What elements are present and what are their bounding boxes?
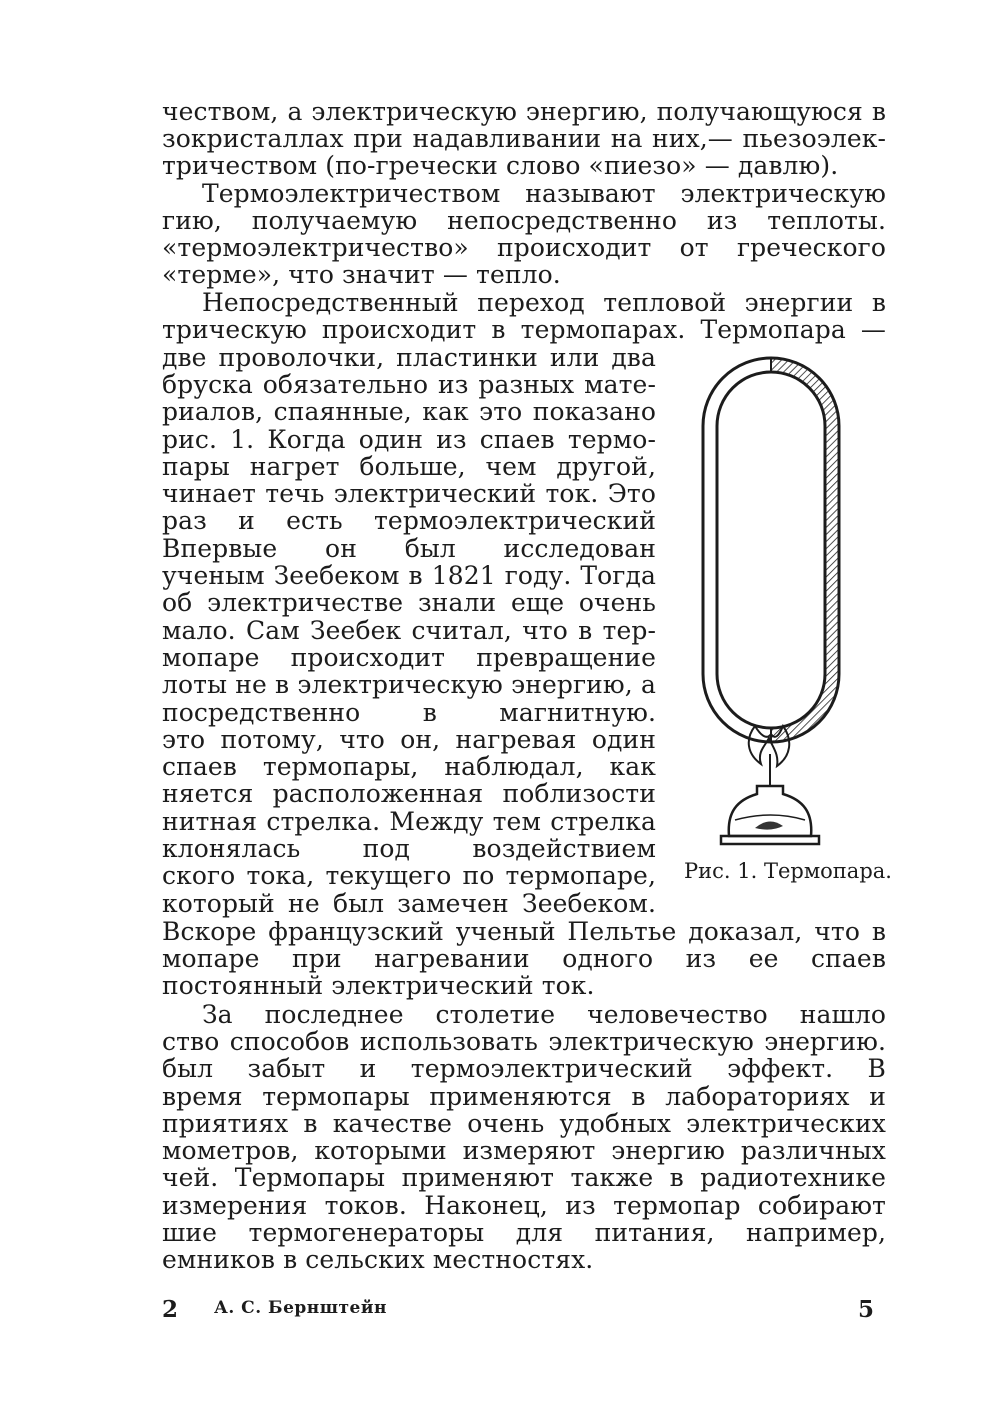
text-line: рис. 1. Когда один из спаев термо- [162, 426, 656, 454]
text-line: ученым Зеебеком в 1821 году. Тогда [162, 562, 656, 590]
text-line: Термоэлектричеством называют электрическую [202, 180, 886, 208]
text-line: мопаре происходит превращение [162, 644, 656, 672]
text-line: посредственно в магнитную. [162, 699, 656, 727]
text-line: «терме», что значит — тепло. [162, 260, 561, 289]
signature-author: А. С. Бернштейн [214, 1298, 387, 1318]
thermocouple-inner-wire [717, 372, 825, 728]
text-line: лоты не в электрическую энергию, а [162, 671, 656, 699]
text-line: бруска обязательно из разных мате- [162, 371, 656, 399]
text-line: мало. Сам Зеебек считал, что в тер- [162, 617, 656, 645]
text-line: шие термогенераторы для питания, например, [162, 1219, 886, 1247]
text-line: клонялась под воздействием [162, 835, 656, 863]
text-line: нитная стрелка. Между тем стрелка [162, 808, 656, 836]
text-line: это потому, что он, нагревая один [162, 726, 656, 754]
text-line: Непосредственный переход тепловой энергии в [202, 289, 886, 317]
thermocouple-outer-wire [703, 358, 839, 742]
text-line: За последнее столетие человечество нашло [202, 1001, 886, 1029]
text-line: риалов, спаянные, как это показано [162, 398, 656, 426]
figure-caption: Рис. 1. Термопара. [684, 859, 892, 883]
text-line: емников в сельских местностях. [162, 1245, 594, 1274]
text-line: пары нагрет больше, чем другой, [162, 453, 656, 481]
text-line: ского тока, текущего по термопаре, [162, 862, 656, 890]
text-line: трическую происходит в термопарах. Термопара — [162, 316, 886, 344]
text-line: постоянный электрический ток. [162, 971, 595, 1000]
text-line: «термоэлектричество» происходит от греческого [162, 234, 886, 262]
hatched-metal-band [771, 358, 839, 742]
text-line: об электричестве знали еще очень [162, 589, 656, 617]
thermocouple-figure [695, 354, 857, 850]
text-line: чеством, а электрическую энергию, получающуюся в [162, 98, 886, 126]
text-line: Вскоре французский ученый Пельтье доказал, что в [162, 918, 886, 946]
text-line: измерения токов. Наконец, из термопар собирают [162, 1192, 886, 1220]
text-line: тричеством (по-гречески слово «пиезо» — давлю). [162, 151, 839, 180]
text-line: две проволочки, пластинки или два [162, 344, 656, 372]
text-line: гию, получаемую непосредственно из теплоты. [162, 207, 886, 235]
text-line: спаев термопары, наблюдал, как [162, 753, 656, 781]
text-line: мометров, которыми измеряют энергию различных [162, 1137, 886, 1165]
text-line: чинает течь электрический ток. Это [162, 480, 656, 508]
text-line: чей. Термопары применяют также в радиотехнике [162, 1164, 886, 1192]
text-line: время термопары применяются в лабораториях и [162, 1083, 886, 1111]
text-line: зокристаллах при надавливании на них,— пьезоэлек- [162, 125, 886, 153]
signature-number: 2 [162, 1296, 179, 1323]
text-line: няется расположенная поблизости [162, 780, 656, 808]
text-line: раз и есть термоэлектрический [162, 507, 656, 535]
page-number: 5 [858, 1296, 875, 1323]
text-line: Впервые он был исследован [162, 535, 656, 563]
text-line: был забыт и термоэлектрический эффект. В [162, 1055, 886, 1083]
text-line: который не был замечен Зеебеком. [162, 890, 656, 918]
text-line: ство способов использовать электрическую энергию. [162, 1028, 886, 1056]
text-line: приятиях в качестве очень удобных электрических [162, 1110, 886, 1138]
text-line: мопаре при нагревании одного из ее спаев [162, 945, 886, 973]
lamp-base [721, 836, 819, 844]
